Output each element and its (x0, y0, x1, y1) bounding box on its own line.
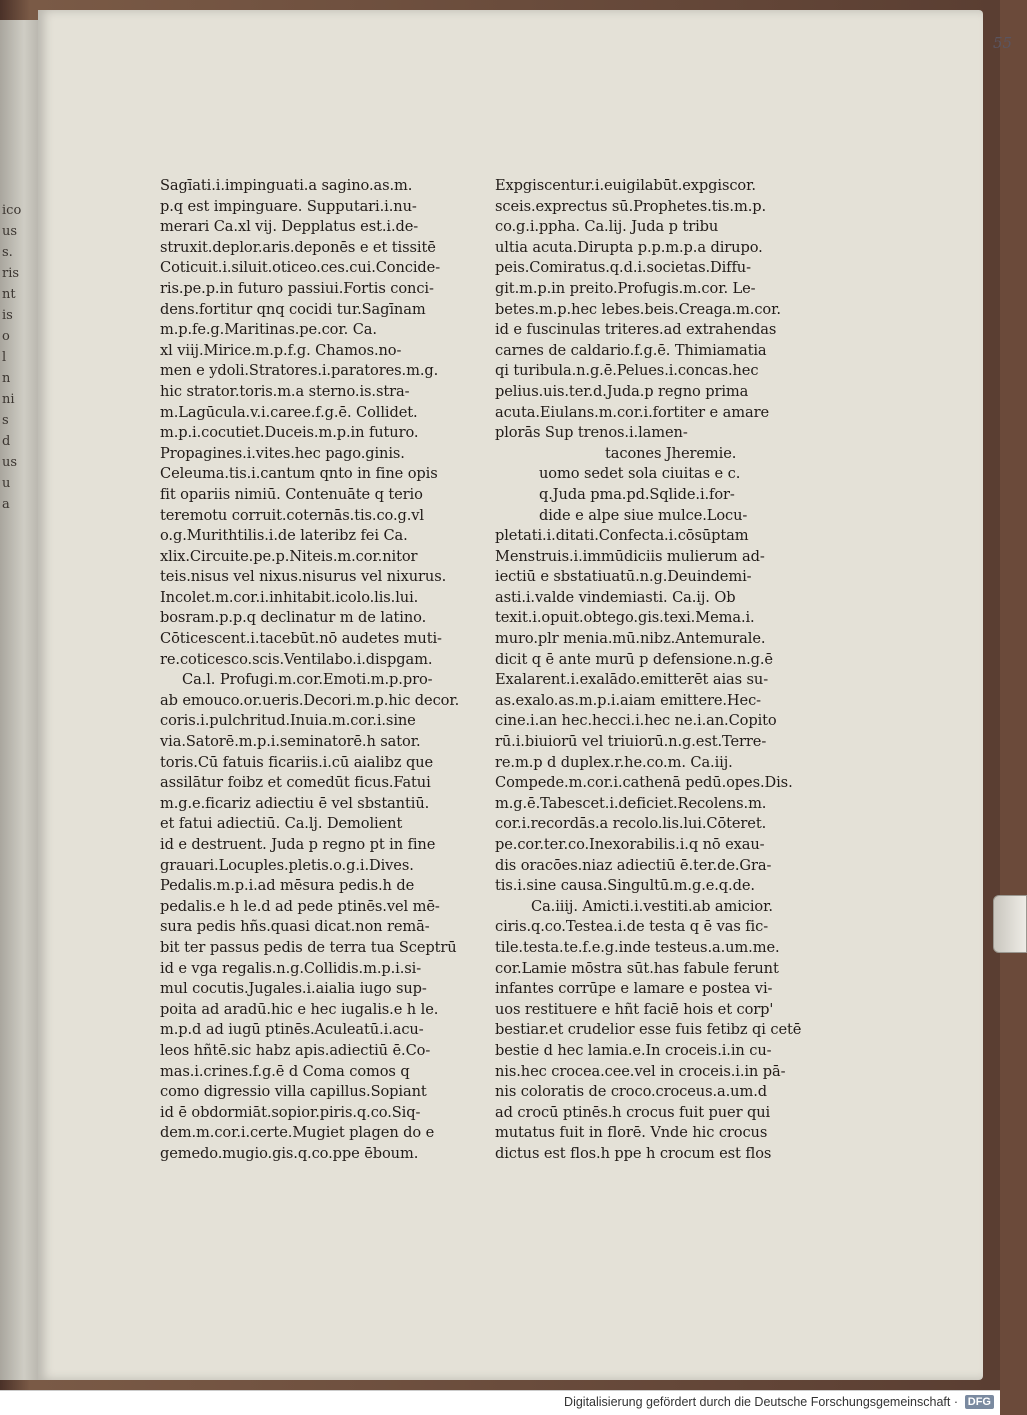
text-line: pedalis.e h le.d ad pede ptinēs.vel mē- (160, 897, 440, 915)
text-line: muro.plr menia.mū.nibz.Antemurale. (495, 630, 766, 648)
fragment-line: u (2, 476, 11, 491)
text-line: dide e alpe siue mulce.Locu- (539, 506, 748, 524)
text-line: m.p.i.cocutiet.Duceis.m.p.in futuro. (160, 424, 419, 442)
text-line: as.exalo.as.m.p.i.aiam emittere.Hec- (495, 691, 761, 709)
text-line: ris.pe.p.in futuro passiui.Fortis conci- (160, 279, 434, 297)
text-line: grauari.Locuples.pletis.o.g.i.Dives. (160, 856, 414, 874)
text-line: dens.fortitur qnq cocidi tur.Sagīnam (160, 300, 426, 318)
text-line: m.Lagūcula.v.i.caree.f.g.ē. Collidet. (160, 403, 418, 421)
text-line: m.p.d ad iugū ptinēs.Aculeatū.i.acu- (160, 1021, 424, 1039)
fragment-line: ris (2, 266, 20, 281)
text-line: re.m.p d duplex.r.he.co.m. Ca.iij. (495, 753, 733, 771)
text-line: struxit.deplor.aris.deponēs e et tissitē (160, 238, 436, 256)
text-line: et fatui adiectiū. Ca.lj. Demolient (160, 815, 403, 833)
text-line: Menstruis.i.immūdiciis mulierum ad- (495, 547, 765, 565)
fragment-line: ico (2, 203, 22, 218)
text-line: Pedalis.m.p.i.ad mēsura pedis.h de (160, 877, 415, 895)
right-text-column (495, 176, 802, 1165)
text-line: bestie d hec lamia.e.In croceis.i.in cu- (495, 1041, 772, 1059)
text-line: pelius.uis.ter.d.Juda.p regno prima (495, 382, 749, 400)
text-line: coris.i.pulchritud.Inuia.m.cor.i.sine (160, 712, 416, 730)
text-line: m.g.ē.Tabescet.i.deficiet.Recolens.m. (495, 794, 767, 812)
fragment-line: a (2, 497, 10, 512)
text-line: fit opariis nimiū. Contenuāte q terio (160, 485, 423, 503)
text-line: git.m.p.in preito.Profugis.m.cor. Le- (495, 279, 756, 297)
text-line: Exalarent.i.exalādo.emitterēt aias su- (495, 671, 769, 689)
text-line: peis.Comiratus.q.d.i.societas.Diffu- (495, 259, 751, 277)
text-line: qi turibula.n.g.ē.Pelues.i.concas.hec (495, 362, 759, 380)
text-line: ad crocū ptinēs.h crocus fuit puer qui (495, 1103, 771, 1121)
text-line: id e vga regalis.n.g.Collidis.m.p.i.si- (160, 959, 422, 977)
text-line: dis oracōes.niaz adiectiū ē.ter.de.Gra- (495, 856, 772, 874)
page-tab-marker (993, 895, 1027, 953)
text-line: bit ter passus pedis de terra tua Sceptrū (160, 938, 457, 956)
fragment-line: s. (2, 245, 13, 260)
text-line: cor.i.recordās.a recolo.lis.lui.Cōteret. (495, 815, 767, 833)
text-line: tile.testa.te.f.e.g.inde testeus.a.um.me. (495, 938, 780, 956)
text-line: re.coticesco.scis.Ventilabo.i.dispgam. (160, 650, 433, 668)
text-line: merari Ca.xl vij. Depplatus est.i.de- (160, 218, 419, 236)
text-line: betes.m.p.hec lebes.beis.Creaga.m.cor. (495, 300, 781, 318)
text-line: sura pedis hñs.quasi dicat.non remā- (160, 918, 430, 936)
text-line: rū.i.biuiorū vel triuiorū.n.g.est.Terre- (495, 733, 767, 751)
text-line: Incolet.m.cor.i.inhitabit.icolo.lis.lui. (160, 588, 419, 606)
text-line: mul cocutis.Jugales.i.aialia iugo sup- (160, 980, 427, 998)
text-line: ab emouco.or.ueris.Decori.m.p.hic decor. (160, 691, 460, 709)
text-line: Cōticescent.i.tacebūt.nō audetes muti- (160, 630, 442, 648)
text-line: m.p.fe.g.Maritinas.pe.cor. Ca. (160, 321, 377, 339)
text-line: tis.i.sine causa.Singultū.m.g.e.q.de. (495, 877, 755, 895)
text-line: uomo sedet sola ciuitas e c. (539, 465, 741, 483)
text-line: como digressio villa capillus.Sopiant (160, 1083, 427, 1101)
text-line: q.Juda pma.pd.Sqlide.i.for- (539, 485, 735, 503)
text-line: tacones Jheremie. (605, 444, 737, 462)
text-line: Coticuit.i.siluit.oticeo.ces.cui.Concide- (160, 259, 441, 277)
text-line: toris.Cū fatuis ficariis.i.cū aialibz que (160, 753, 434, 771)
text-line: uos restituere e hñt faciē hois et corp' (495, 1000, 774, 1018)
text-line: Sagīati.i.impinguati.a sagino.as.m. (160, 177, 413, 194)
left-text-column (160, 176, 460, 1165)
previous-page-text (2, 200, 38, 515)
fragment-line: us (2, 224, 18, 239)
text-line: m.g.e.ficariz adiectiu ē vel sbstantiū. (160, 794, 430, 812)
fragment-line: nt (2, 287, 16, 302)
fragment-line: o (2, 329, 10, 344)
text-line: assilātur foibz et comedūt ficus.Fatui (160, 774, 431, 792)
text-line: dictus est flos.h ppe h crocum est flos (495, 1144, 772, 1162)
text-line: hic strator.toris.m.a sterno.is.stra- (160, 382, 410, 400)
text-line: Expgiscentur.i.euigilabūt.expgiscor. (495, 177, 756, 194)
previous-page-edge (0, 20, 40, 1380)
text-line: nis coloratis de croco.croceus.a.um.d (495, 1083, 767, 1101)
fragment-line: s (2, 413, 9, 428)
text-line: poita ad aradū.hic e hec iugalis.e h le. (160, 1000, 439, 1018)
text-line: gemedo.mugio.gis.q.co.ppe ēboum. (160, 1144, 419, 1162)
text-line: asti.i.valde vindemiasti. Ca.ij. Ob (495, 588, 736, 606)
fragment-line: d (2, 434, 11, 449)
text-line: o.g.Murithtilis.i.de lateribz fei Ca. (160, 527, 408, 545)
text-line: nis.hec crocea.cee.vel in croceis.i.in pā- (495, 1062, 786, 1080)
text-line: Ca.l. Profugi.m.cor.Emoti.m.p.pro- (182, 671, 433, 689)
fragment-line: us (2, 455, 18, 470)
text-line: dicit q ē ante murū p defensione.n.g.ē (495, 650, 773, 668)
text-line: ciris.q.co.Testea.i.de testa q ē vas fic- (495, 918, 769, 936)
text-line: mas.i.crines.f.g.ē d Coma comos q (160, 1062, 410, 1080)
text-line: id e destruent. Juda p regno pt in fine (160, 836, 436, 853)
text-line: pletati.i.ditati.Confecta.i.cōsūptam (495, 527, 749, 545)
text-line: co.g.i.ppha. Ca.lij. Juda p tribu (495, 218, 719, 236)
text-line: cor.Lamie mōstra sūt.has fabule ferunt (495, 959, 779, 977)
text-line: xlix.Circuite.pe.p.Niteis.m.cor.nitor (160, 547, 418, 565)
text-line: acuta.Eiulans.m.cor.i.fortiter e amare (495, 403, 769, 421)
fragment-line: ni (2, 392, 15, 407)
text-line: teremotu corruit.coternās.tis.co.g.vl (160, 506, 424, 524)
funding-credit: Digitalisierung gefördert durch die Deutsche Forschungsgemeinschaft · (564, 1395, 958, 1409)
text-line: men e ydoli.Stratores.i.paratores.m.g. (160, 362, 439, 380)
fragment-line: l (2, 350, 7, 365)
text-line: carnes de caldario.f.g.ē. Thimiamatia (495, 341, 767, 359)
text-line: xl viij.Mirice.m.p.f.g. Chamos.no- (160, 341, 402, 359)
text-line: Propagines.i.vites.hec pago.ginis. (160, 444, 405, 462)
text-line: p.q est impinguare. Supputari.i.nu- (160, 197, 417, 215)
text-line: cine.i.an hec.hecci.i.hec ne.i.an.Copito (495, 712, 777, 730)
text-line: bestiar.et crudelior esse fuis fetibz qi cetē (495, 1021, 802, 1039)
text-line: mutatus fuit in florē. Vnde hic crocus (495, 1124, 768, 1142)
text-line: Ca.iiij. Amicti.i.vestiti.ab amicior. (531, 897, 773, 915)
fragment-line: is (2, 308, 13, 323)
dfg-logo: DFG (965, 1395, 994, 1409)
text-line: id ē obdormiāt.sopior.piris.q.co.Siq- (160, 1103, 421, 1121)
text-line: dem.m.cor.i.certe.Mugiet plagen do e (160, 1124, 435, 1142)
text-line: iectiū e sbstatiuatū.n.g.Deuindemi- (495, 568, 752, 586)
folio-number: 55 (993, 34, 1013, 52)
text-line: leos hñtē.sic habz apis.adiectiū ē.Co- (160, 1041, 431, 1059)
text-line: id e fuscinulas triteres.ad extrahendas (495, 321, 777, 339)
text-line: texit.i.opuit.obtego.gis.texi.Mema.i. (495, 609, 755, 627)
text-line: plorās Sup trenos.i.lamen- (495, 424, 688, 442)
text-line: ultia acuta.Dirupta p.p.m.p.a dirupo. (495, 238, 763, 256)
fragment-line: n (2, 371, 11, 386)
text-line: Compede.m.cor.i.cathenā pedū.opes.Dis. (495, 774, 793, 792)
footer-bar (0, 1390, 1000, 1415)
text-line: teis.nisus vel nixus.nisurus vel nixurus. (160, 568, 447, 586)
text-line: sceis.exprectus sū.Prophetes.tis.m.p. (495, 197, 767, 215)
text-line: Celeuma.tis.i.cantum qnto in fine opis (160, 465, 438, 483)
text-line: pe.cor.ter.co.Inexorabilis.i.q nō exau- (495, 836, 765, 853)
text-line: via.Satorē.m.p.i.seminatorē.h sator. (160, 733, 421, 751)
text-line: bosram.p.p.q declinatur m de latino. (160, 609, 427, 627)
text-line: infantes corrūpe e lamare e postea vi- (495, 980, 773, 998)
